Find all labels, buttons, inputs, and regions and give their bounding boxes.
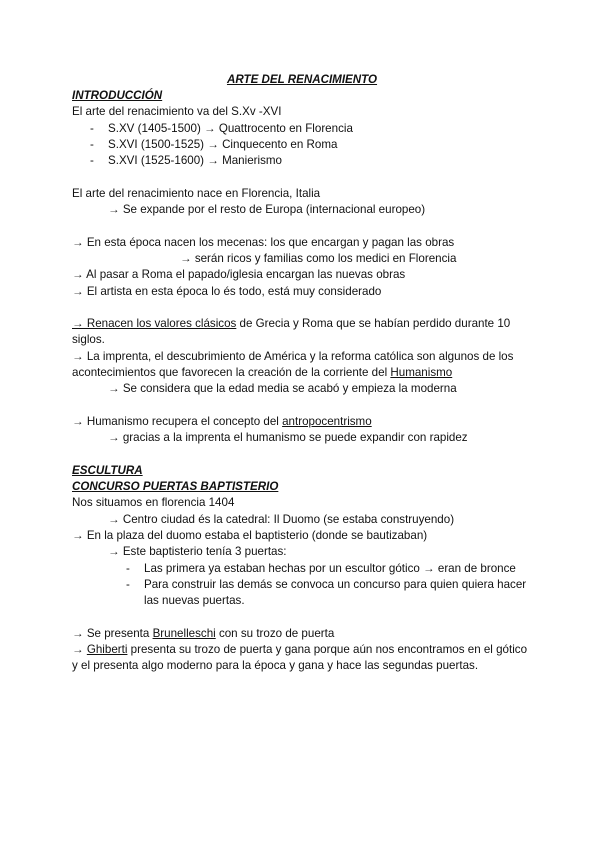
humanismo-text: → Humanismo recupera el concepto del xyxy=(72,414,283,428)
brunelleschi-line xyxy=(72,626,532,642)
renacen-paragraph xyxy=(72,316,532,349)
humanismo-line xyxy=(72,414,532,430)
plaza-line: → En la plaza del duomo estaba el baptisterio (donde se bautizaban) xyxy=(72,529,428,543)
ricos-line: → serán ricos y familias como los medici en Florencia xyxy=(180,251,457,265)
periods-list xyxy=(72,121,532,170)
expande-line: → Se expande por el resto de Europa (internacional europeo) xyxy=(108,203,426,217)
period-item: - S.XV (1405-1500) → Quattrocento en Florencia xyxy=(72,121,532,137)
antropocentrismo-underlined: antropocentrismo xyxy=(282,414,372,428)
florencia-line: El arte del renacimiento nace en Florencia, Italia xyxy=(72,186,321,200)
imprenta-text: → La imprenta, el descubrimiento de América y la reforma católica son algunos de los acontecimientos que favorecen la creación de la corriente del xyxy=(72,349,514,380)
intro-line: El arte del renacimiento va del S.Xv -XVI xyxy=(72,105,282,119)
heading-escultura: ESCULTURA xyxy=(72,463,143,477)
puertas-line: → Este baptisterio tenía 3 puertas: xyxy=(108,545,287,559)
ghiberti-underlined: Ghiberti xyxy=(86,643,128,657)
roma-line: → Al pasar a Roma el papado/iglesia encargan las nuevas obras xyxy=(72,268,406,282)
puertas-item: - Las primera ya estaban hechas por un escultor gótico → eran de bronce xyxy=(72,561,532,577)
document-title: ARTE DEL RENACIMIENTO xyxy=(226,73,378,86)
ghiberti-suffix: presenta su trozo de puerta y gana porque aún nos encontramos en el gótico y el presenta algo moderno para la época y gana y hace las segundas puertas. xyxy=(72,643,528,673)
puertas-item: - Para construir las demás se convoca un concurso para quien quiera hacer las nuevas puertas. xyxy=(72,577,532,610)
renacen-text: de Grecia y Roma que se habían perdido durante 10 siglos. xyxy=(72,317,511,347)
document-page xyxy=(72,72,532,675)
brunelleschi-prefix: → Se presenta xyxy=(72,626,153,640)
period-item: - S.XVI (1500-1525) → Cinquecento en Roma xyxy=(72,137,532,153)
renacen-underlined: → Renacen los valores clásicos xyxy=(72,317,237,331)
edad-media-line: → Se considera que la edad media se acabó y empieza la moderna xyxy=(108,382,457,396)
brunelleschi-underlined: Brunelleschi xyxy=(152,626,216,640)
situamos-line: Nos situamos en florencia 1404 xyxy=(72,496,235,510)
humanismo-underlined: Humanismo xyxy=(390,366,453,380)
period-item: - S.XVI (1525-1600) → Manierismo xyxy=(72,153,532,169)
centro-line: → Centro ciudad és la catedral: Il Duomo (se estaba construyendo) xyxy=(108,512,455,526)
heading-concurso: CONCURSO PUERTAS BAPTISTERIO xyxy=(72,480,279,494)
mecenas-line: → En esta época nacen los mecenas: los que encargan y pagan las obras xyxy=(72,235,455,249)
gracias-line: → gracias a la imprenta el humanismo se puede expandir con rapidez xyxy=(108,431,468,445)
ghiberti-paragraph xyxy=(72,642,532,675)
brunelleschi-suffix: con su trozo de puerta xyxy=(215,626,335,640)
puertas-list xyxy=(72,561,532,610)
heading-introduccion: INTRODUCCIÓN xyxy=(72,89,163,102)
ghiberti-prefix: → xyxy=(72,643,87,657)
artista-line: → El artista en esta época lo és todo, está muy considerado xyxy=(72,284,382,298)
imprenta-paragraph xyxy=(72,349,532,382)
